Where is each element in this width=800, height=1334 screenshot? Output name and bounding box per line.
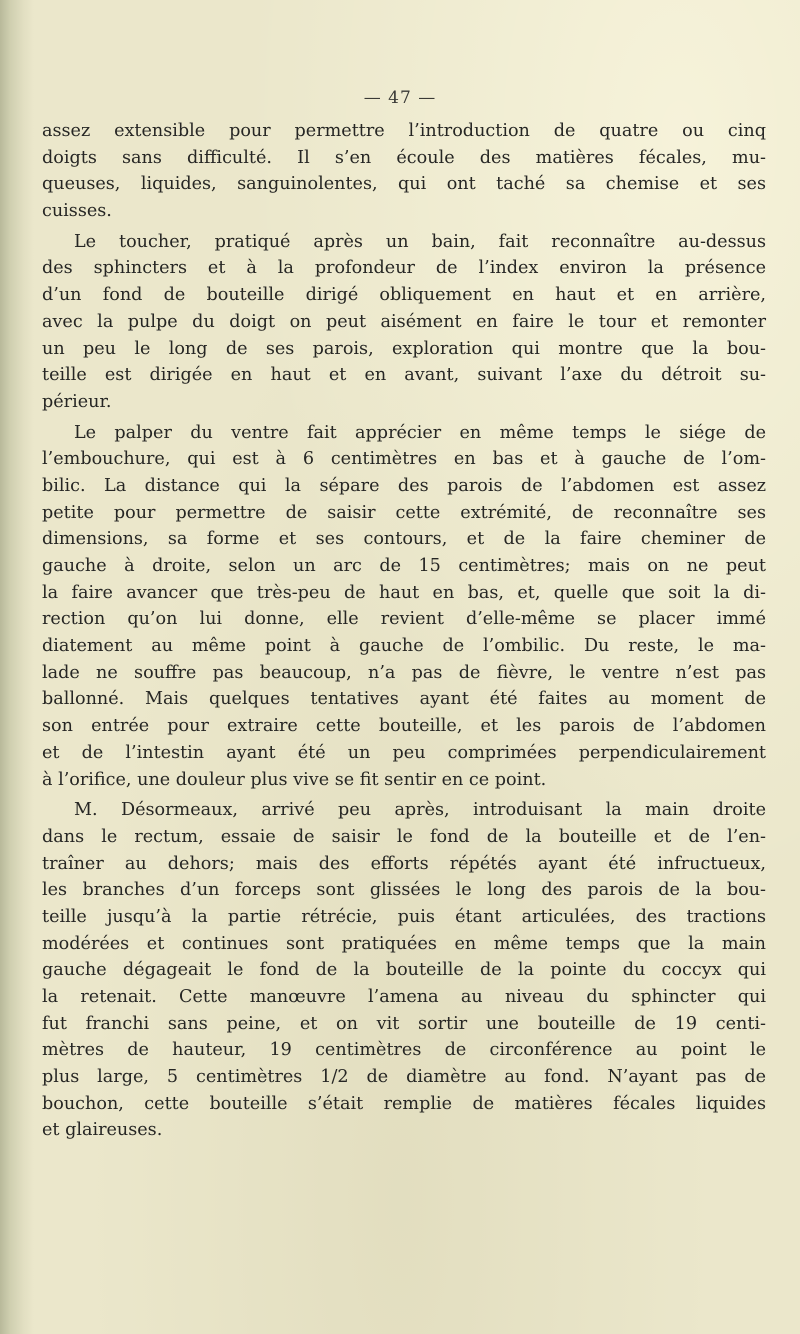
text-line: modérées et continues sont pratiquées en même temps que la main (42, 933, 766, 954)
paragraph-2 (42, 229, 766, 416)
text-line: lade ne souffre pas beaucoup, n’a pas de fièvre, le ventre n’est pas (42, 662, 766, 683)
text-line: bouchon, cette bouteille s’était remplie de matières fécales liquides (42, 1093, 766, 1114)
text-line: dans le rectum, essaie de saisir le fond de la bouteille et de l’en- (42, 826, 766, 847)
text-line: l’embouchure, qui est à 6 centimètres en bas et à gauche de l’om- (42, 449, 766, 470)
paragraph-3 (42, 420, 766, 794)
text-line: queuses, liquides, sanguinolentes, qui ont taché sa chemise et ses (42, 174, 766, 195)
text-line: plus large, 5 centimètres 1/2 de diamètre au fond. N’ayant pas de (42, 1067, 766, 1088)
text-line: la retenait. Cette manœuvre l’amena au niveau du sphincter qui (42, 987, 766, 1007)
paragraph-1 (42, 118, 766, 225)
text-line: un peu le long de ses parois, exploration qui montre que la bou- (42, 338, 766, 359)
text-line: doigts sans difficulté. Il s’en écoule des matières fécales, mu- (42, 147, 766, 168)
text-line: petite pour permettre de saisir cette extrémité, de reconnaître ses (42, 502, 766, 523)
text-line: avec la pulpe du doigt on peut aisément en faire le tour et remonter (42, 311, 766, 332)
text-line: M. Désormeaux, arrivé peu après, introduisant la main droite (74, 800, 766, 821)
text-line: rection qu’on lui donne, elle revient d’elle-même se placer immé (42, 609, 766, 630)
text-line: gauche à droite, selon un arc de 15 centimètres; mais on ne peut (42, 556, 766, 576)
text-line: dimensions, sa forme et ses contours, et de la faire cheminer de (42, 529, 766, 550)
text-line: des sphincters et à la profondeur de l’index environ la présence (42, 258, 766, 279)
text-line: d’un fond de bouteille dirigé obliquement en haut et en arrière, (42, 285, 766, 306)
text-line: diatement au même point à gauche de l’ombilic. Du reste, le ma- (42, 636, 766, 657)
binding-shadow (0, 0, 34, 1334)
text-line: Le palper du ventre fait apprécier en même temps le siége de (74, 422, 766, 443)
page-number: — 47 — (363, 88, 437, 108)
body-text (42, 118, 766, 1144)
text-line: fut franchi sans peine, et on vit sortir une bouteille de 19 centi- (42, 1013, 766, 1034)
text-line: et de l’intestin ayant été un peu comprimées perpendiculairement (42, 742, 766, 763)
text-line: bilic. La distance qui la sépare des parois de l’abdomen est assez (42, 475, 766, 496)
text-line: traîner au dehors; mais des efforts répétés ayant été infructueux, (42, 853, 766, 874)
text-line: la faire avancer que très-peu de haut en bas, et, quelle que soit la di- (42, 582, 766, 603)
text-line: teille jusqu’à la partie rétrécie, puis étant articulées, des tractions (42, 906, 766, 927)
text-line: son entrée pour extraire cette bouteille, et les parois de l’abdomen (42, 716, 766, 737)
text-line: ballonné. Mais quelques tentatives ayant été faites au moment de (42, 689, 766, 710)
text-line: gauche dégageait le fond de la bouteille de la pointe du coccyx qui (42, 960, 766, 981)
text-line: assez extensible pour permettre l’introduction de quatre ou cinq (42, 121, 766, 141)
text-line: Le toucher, pratiqué après un bain, fait reconnaître au-dessus (74, 231, 766, 252)
text-line: teille est dirigée en haut et en avant, suivant l’axe du détroit su- (42, 365, 766, 386)
text-line: cuisses. (42, 201, 112, 222)
paragraph-4 (42, 797, 766, 1144)
text-line: périeur. (42, 391, 112, 412)
text-line: et glaireuses. (42, 1120, 163, 1141)
text-line: mètres de hauteur, 19 centimètres de circonférence au point le (42, 1040, 766, 1061)
text-line: les branches d’un forceps sont glissées le long des parois de la bou- (42, 880, 766, 901)
text-line: à l’orifice, une douleur plus vive se fit sentir en ce point. (42, 769, 547, 790)
